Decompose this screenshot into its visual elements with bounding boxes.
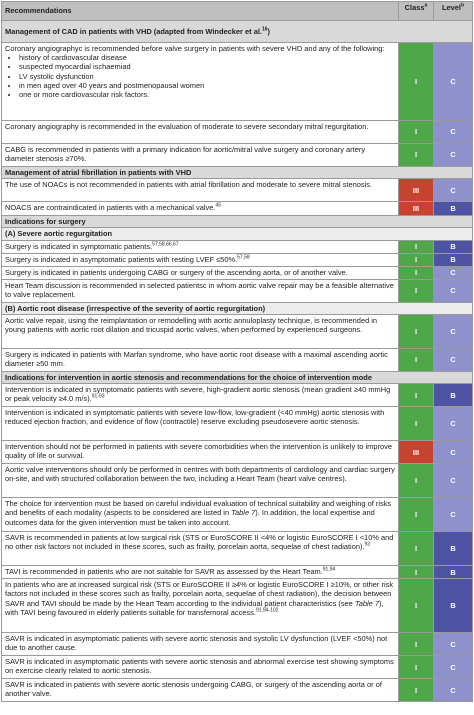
table-row: [2, 266, 473, 279]
class-cell: I: [399, 43, 434, 121]
bullet-list: [5, 53, 395, 99]
recommendation-text: Intervention is indicated in symptomatic patients with severe, high-gradient aortic stenosis (mean gradient ≥40 mmHg or peak velocity ≥4.0 m/s).$^{91-93}$: [2, 384, 399, 407]
subsection-title: (A) Severe aortic regurgitation: [2, 228, 473, 240]
level-cell: C: [434, 121, 473, 144]
level-cell: C: [434, 144, 473, 167]
list-item: • suspected myocardial ischaemiad: [19, 62, 395, 71]
table-row: [2, 384, 473, 407]
table-row: [2, 464, 473, 498]
class-cell: III: [399, 441, 434, 464]
section-title: Management of atrial fibrillation in patients with VHD: [2, 167, 473, 179]
table-row: [2, 498, 473, 532]
recommendation-text: In patients who are at increased surgical risk (STS or EuroSCORE II ≥4% or logistic EuroSCORE I ≥10%, or other risk factors not included in these scores such as frailty, porcelain aorta, sequelae of chest radiation), the decision between SAVR and TAVI should be made by the Heart Team according to the individual patient characteristics (see Table 7), with TAVI being favoured in elderly patients suitable for transfemoral access.$^{91,94-102}$: [2, 579, 399, 633]
class-cell: I: [399, 314, 434, 348]
class-cell: I: [399, 532, 434, 566]
table-row: [2, 121, 473, 144]
recommendation-text: The use of NOACs is not recommended in patients with atrial fibrillation and moderate to severe mitral stenosis.: [2, 179, 399, 202]
level-cell: C: [434, 407, 473, 441]
level-cell: C: [434, 279, 473, 302]
list-item: • LV systolic dysfunction: [19, 72, 395, 81]
table-header: [2, 2, 473, 21]
table-row: [2, 656, 473, 679]
table-row: [2, 407, 473, 441]
class-cell: I: [399, 348, 434, 371]
section-row: [2, 216, 473, 228]
list-item: • in men aged over 40 years and postmenopausal women: [19, 81, 395, 90]
recommendation-text: Coronary angiography is recommended in the evaluation of moderate to severe secondary mitral regurgitation.: [2, 121, 399, 144]
level-cell: C: [434, 179, 473, 202]
class-cell: I: [399, 144, 434, 167]
class-header: Class$^a$: [399, 2, 434, 21]
recommendation-text: NOACS are contraindicated in patients with a mechanical valve.$^{45}$: [2, 202, 399, 216]
table-row: [2, 679, 473, 702]
table-row: [2, 179, 473, 202]
subsection-row: [2, 228, 473, 240]
recommendation-text: Surgery is indicated in patients with Marfan syndrome, who have aortic root disease with a maximal ascending aortic diameter ≥50 mm.: [2, 348, 399, 371]
recommendation-text: Coronary angiographyc is recommended before valve surgery in patients with severe VHD and any of the following: • history of cardiovascular disease • suspected myocardial ischaemiad • LV systolic dysfunction • in men aged over 40 years and postmenopausal women • one or more cardiovascular risk factors.: [2, 43, 399, 121]
class-cell: I: [399, 253, 434, 266]
section-title: Indications for intervention in aortic stenosis and recommendations for the choice of intervention mode: [2, 371, 473, 383]
level-cell: C: [434, 498, 473, 532]
recommendation-text: Heart Team discussion is recommended in selected patientsc in whom aortic valve repair may be a feasible alternative to valve replacement.: [2, 279, 399, 302]
list-item: • history of cardiovascular disease: [19, 53, 395, 62]
table-row: [2, 579, 473, 633]
recommendation-text: Intervention is indicated in symptomatic patients with severe low-flow, low-gradient (<40 mmHg) aortic stenosis with reduced ejection fraction, and evidence of flow (contractile) reserve excluding pseudosevere aortic stenosis.: [2, 407, 399, 441]
recommendation-text: SAVR is indicated in asymptomatic patients with severe aortic stenosis and abnormal exercise test showing symptoms on exercise clearly related to aortic stenosis.: [2, 656, 399, 679]
level-cell: B: [434, 384, 473, 407]
level-cell: B: [434, 240, 473, 253]
class-cell: I: [399, 279, 434, 302]
class-cell: III: [399, 202, 434, 216]
subsection-title: (B) Aortic root disease (irrespective of the severity of aortic regurgitation): [2, 302, 473, 314]
level-cell: C: [434, 464, 473, 498]
level-cell: C: [434, 656, 473, 679]
table-row: [2, 43, 473, 121]
recommendation-text: Surgery is indicated in asymptomatic patients with resting LVEF ≤50%.$^{57,58}$: [2, 253, 399, 266]
class-cell: I: [399, 464, 434, 498]
table-row: [2, 348, 473, 371]
section-row: [2, 371, 473, 383]
class-cell: I: [399, 266, 434, 279]
level-cell: C: [434, 266, 473, 279]
class-cell: I: [399, 566, 434, 579]
table-row: [2, 240, 473, 253]
recommendation-text: Intervention should not be performed in patients with severe comorbidities when the intervention is unlikely to improve quality of life or survival.: [2, 441, 399, 464]
recommendation-text: Aortic valve interventions should only be performed in centres with both departments of cardiology and cardiac surgery on-site, and with structured collaboration between the two, including a Heart Team (heart valve centres).: [2, 464, 399, 498]
level-cell: B: [434, 253, 473, 266]
class-cell: I: [399, 656, 434, 679]
level-cell: C: [434, 441, 473, 464]
class-cell: I: [399, 384, 434, 407]
table-row: [2, 144, 473, 167]
recommendations-header: Recommendations: [2, 2, 399, 21]
class-cell: I: [399, 240, 434, 253]
level-cell: C: [434, 633, 473, 656]
table-row: [2, 279, 473, 302]
class-cell: III: [399, 179, 434, 202]
table-row: [2, 202, 473, 216]
table-row: [2, 253, 473, 266]
level-cell: C: [434, 43, 473, 121]
level-cell: B: [434, 202, 473, 216]
recommendation-text: CABG is recommended in patients with a primary indication for aortic/mitral valve surgery and coronary artery diameter stenosis ≥70%.: [2, 144, 399, 167]
class-cell: I: [399, 679, 434, 702]
class-cell: I: [399, 407, 434, 441]
level-cell: B: [434, 566, 473, 579]
table-row: [2, 532, 473, 566]
table-row: [2, 633, 473, 656]
table-row: [2, 441, 473, 464]
recommendation-text: Surgery is indicated in symptomatic patients.$^{57,58,66,67}$: [2, 240, 399, 253]
list-item: • one or more cardiovascular risk factors.: [19, 90, 395, 99]
level-cell: B: [434, 579, 473, 633]
recommendations-table: [1, 1, 473, 702]
class-cell: I: [399, 579, 434, 633]
level-cell: C: [434, 679, 473, 702]
recommendation-text: TAVI is recommended in patients who are not suitable for SAVR as assessed by the Heart Team.$^{91,94}$: [2, 566, 399, 579]
level-cell: C: [434, 314, 473, 348]
recommendation-text: SAVR is recommended in patients at low surgical risk (STS or EuroSCORE II <4% or logistic EuroSCORE I <10% and no other risk factors not included in these scores, such as frailty, porcelain aorta, sequelae of chest radiation).$^{93}$: [2, 532, 399, 566]
recommendation-text: The choice for intervention must be based on careful individual evaluation of technical suitability and weighing of risks and benefits of each modality (aspects to be considered are listed in Table 7). In addition, the local expertise and outcomes data for the given intervention must be taken into account.: [2, 498, 399, 532]
recommendation-text: Aortic valve repair, using the reimplantation or remodelling with aortic annuloplasty technique, is recommended in young patients with aortic root dilation and tricuspid aortic valves, when performed by experienced surgeons.: [2, 314, 399, 348]
section-row: [2, 21, 473, 43]
section-title: Management of CAD in patients with VHD (adapted from Windecker et al.$^{16}$): [2, 21, 473, 43]
recommendation-text: Surgery is indicated in patients undergoing CABG or surgery of the ascending aorta, or of another valve.: [2, 266, 399, 279]
class-cell: I: [399, 121, 434, 144]
class-cell: I: [399, 498, 434, 532]
recommendation-text: SAVR is indicated in patients with severe aortic stenosis undergoing CABG, or surgery of the ascending aorta or of another valve.: [2, 679, 399, 702]
section-row: [2, 167, 473, 179]
level-cell: C: [434, 348, 473, 371]
level-header: Level$^b$: [434, 2, 473, 21]
level-cell: B: [434, 532, 473, 566]
subsection-row: [2, 302, 473, 314]
table-row: [2, 314, 473, 348]
class-cell: I: [399, 633, 434, 656]
recommendation-text: SAVR is indicated in asymptomatic patients with severe aortic stenosis and systolic LV dysfunction (LVEF <50%) not due to another cause.: [2, 633, 399, 656]
table-row: [2, 566, 473, 579]
section-title: Indications for surgery: [2, 216, 473, 228]
